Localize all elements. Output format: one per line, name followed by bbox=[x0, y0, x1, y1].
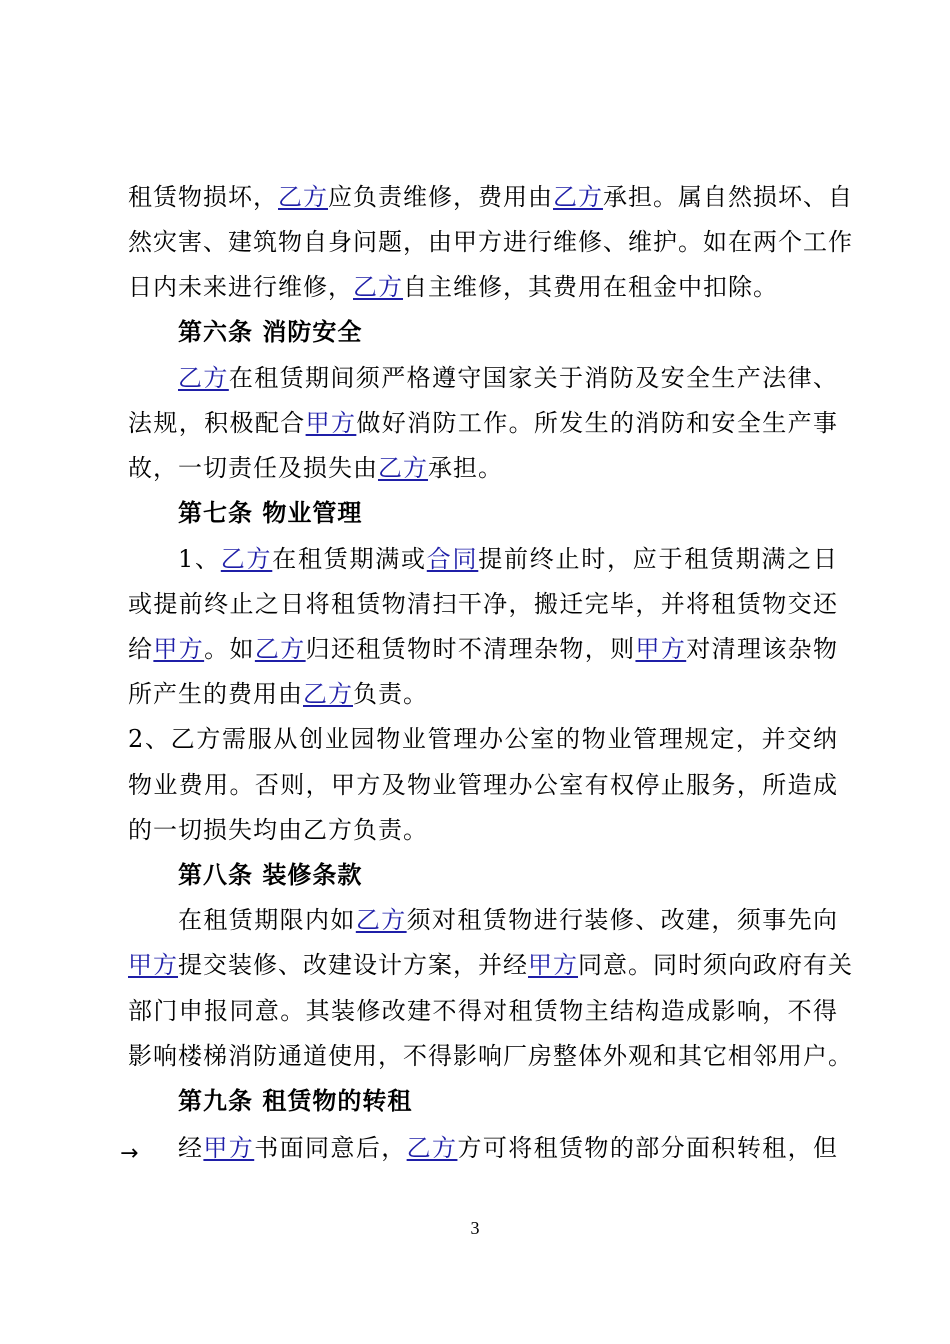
underlined-term: 乙方 bbox=[406, 1134, 458, 1162]
text-run: 给 bbox=[128, 635, 154, 663]
page-number: 3 bbox=[470, 1218, 480, 1238]
text-run: 书面同意后， bbox=[254, 1134, 407, 1162]
text-run: 自主维修，其费用在租金中扣除。 bbox=[403, 273, 778, 301]
text-run: 同意。同时须向政府有关 bbox=[578, 951, 853, 979]
body-line bbox=[128, 768, 838, 802]
text-run: 在租赁期限内如 bbox=[178, 906, 356, 934]
body-line bbox=[178, 903, 838, 937]
text-run: 方可将租赁物的部分面积转租，但 bbox=[457, 1134, 839, 1162]
text-run: 2、乙方需服从创业园物业管理办公室的物业管理规定，并交纳 bbox=[128, 725, 838, 753]
body-line bbox=[178, 542, 838, 576]
text-run: 部门申报同意。其装修改建不得对租赁物主结构造成影响，不得 bbox=[128, 997, 838, 1025]
body-line bbox=[128, 722, 838, 756]
text-run: 做好消防工作。所发生的消防和安全生产事 bbox=[356, 409, 839, 437]
underlined-term: 乙方 bbox=[178, 364, 229, 392]
text-run: 第八条 装修条款 bbox=[178, 860, 363, 889]
underlined-term: 甲方 bbox=[128, 951, 178, 979]
body-line bbox=[128, 994, 838, 1028]
underlined-term: 合同 bbox=[426, 545, 479, 573]
text-run: 经 bbox=[178, 1134, 204, 1162]
text-run: 承担。 bbox=[428, 454, 503, 482]
text-run: 影响楼梯消防通道使用，不得影响厂房整体外观和其它相邻用户。 bbox=[128, 1042, 853, 1070]
text-run: 第七条 物业管理 bbox=[178, 498, 363, 527]
underlined-term: 乙方 bbox=[220, 545, 273, 573]
body-line bbox=[128, 677, 838, 711]
body-line bbox=[178, 361, 838, 395]
underlined-term: 甲方 bbox=[203, 1134, 255, 1162]
body-line bbox=[128, 632, 838, 666]
body-line bbox=[128, 451, 838, 485]
text-run: 故，一切责任及损失由 bbox=[128, 454, 378, 482]
text-run: 日内未来进行维修， bbox=[128, 273, 353, 301]
underlined-term: 乙方 bbox=[254, 635, 306, 663]
body-line bbox=[128, 1039, 853, 1073]
text-run: 租赁物损坏， bbox=[128, 183, 278, 211]
text-run: 所产生的费用由 bbox=[128, 680, 303, 708]
text-run: 或提前终止之日将租赁物清扫干净，搬迁完毕，并将租赁物交还 bbox=[128, 590, 838, 618]
section-heading-6 bbox=[178, 315, 838, 349]
text-run: 物业费用。否则，甲方及物业管理办公室有权停止服务，所造成 bbox=[128, 771, 838, 799]
underlined-term: 乙方 bbox=[355, 906, 407, 934]
text-run: 承担。属自然损坏、自 bbox=[603, 183, 853, 211]
underlined-term: 甲方 bbox=[528, 951, 578, 979]
text-run: 在租赁期满或 bbox=[272, 545, 427, 573]
body-line bbox=[128, 180, 853, 214]
text-run: 第六条 消防安全 bbox=[178, 317, 363, 346]
text-run: 1、 bbox=[178, 545, 221, 573]
text-run: 在租赁期间须严格遵守国家关于消防及安全生产法律、 bbox=[228, 364, 839, 392]
underlined-term: 乙方 bbox=[278, 183, 328, 211]
section-heading-7 bbox=[178, 496, 838, 530]
section-heading-8 bbox=[178, 858, 838, 892]
text-run: 的一切损失均由乙方负责。 bbox=[128, 816, 428, 844]
body-line bbox=[128, 406, 838, 440]
text-run: 第九条 租赁物的转租 bbox=[178, 1086, 413, 1115]
text-run: 然灾害、建筑物自身问题，由甲方进行维修、维护。如在两个工作 bbox=[128, 228, 853, 256]
underlined-term: 乙方 bbox=[553, 183, 603, 211]
underlined-term: 乙方 bbox=[353, 273, 403, 301]
text-run: 负责。 bbox=[353, 680, 428, 708]
underlined-term: 甲方 bbox=[153, 635, 205, 663]
underlined-term: 乙方 bbox=[303, 680, 353, 708]
text-run: 对清理该杂物 bbox=[686, 635, 839, 663]
underlined-term: 甲方 bbox=[305, 409, 357, 437]
body-line bbox=[128, 948, 853, 982]
text-run: 须对租赁物进行装修、改建，须事先向 bbox=[406, 906, 839, 934]
section-heading-9 bbox=[178, 1084, 838, 1118]
text-run: 提交装修、改建设计方案，并经 bbox=[178, 951, 528, 979]
underlined-term: 甲方 bbox=[635, 635, 687, 663]
text-run: 。如 bbox=[204, 635, 255, 663]
text-run: 应负责维修，费用由 bbox=[328, 183, 553, 211]
text-run: 归还租赁物时不清理杂物，则 bbox=[305, 635, 636, 663]
body-line bbox=[128, 813, 838, 847]
body-line bbox=[128, 225, 853, 259]
underlined-term: 乙方 bbox=[378, 454, 428, 482]
text-run: 提前终止时，应于租赁期满之日 bbox=[478, 545, 839, 573]
body-line bbox=[128, 587, 838, 621]
body-line bbox=[178, 1131, 838, 1165]
text-run: 法规，积极配合 bbox=[128, 409, 306, 437]
arrow-icon: → bbox=[120, 1141, 139, 1166]
body-line bbox=[128, 270, 838, 304]
